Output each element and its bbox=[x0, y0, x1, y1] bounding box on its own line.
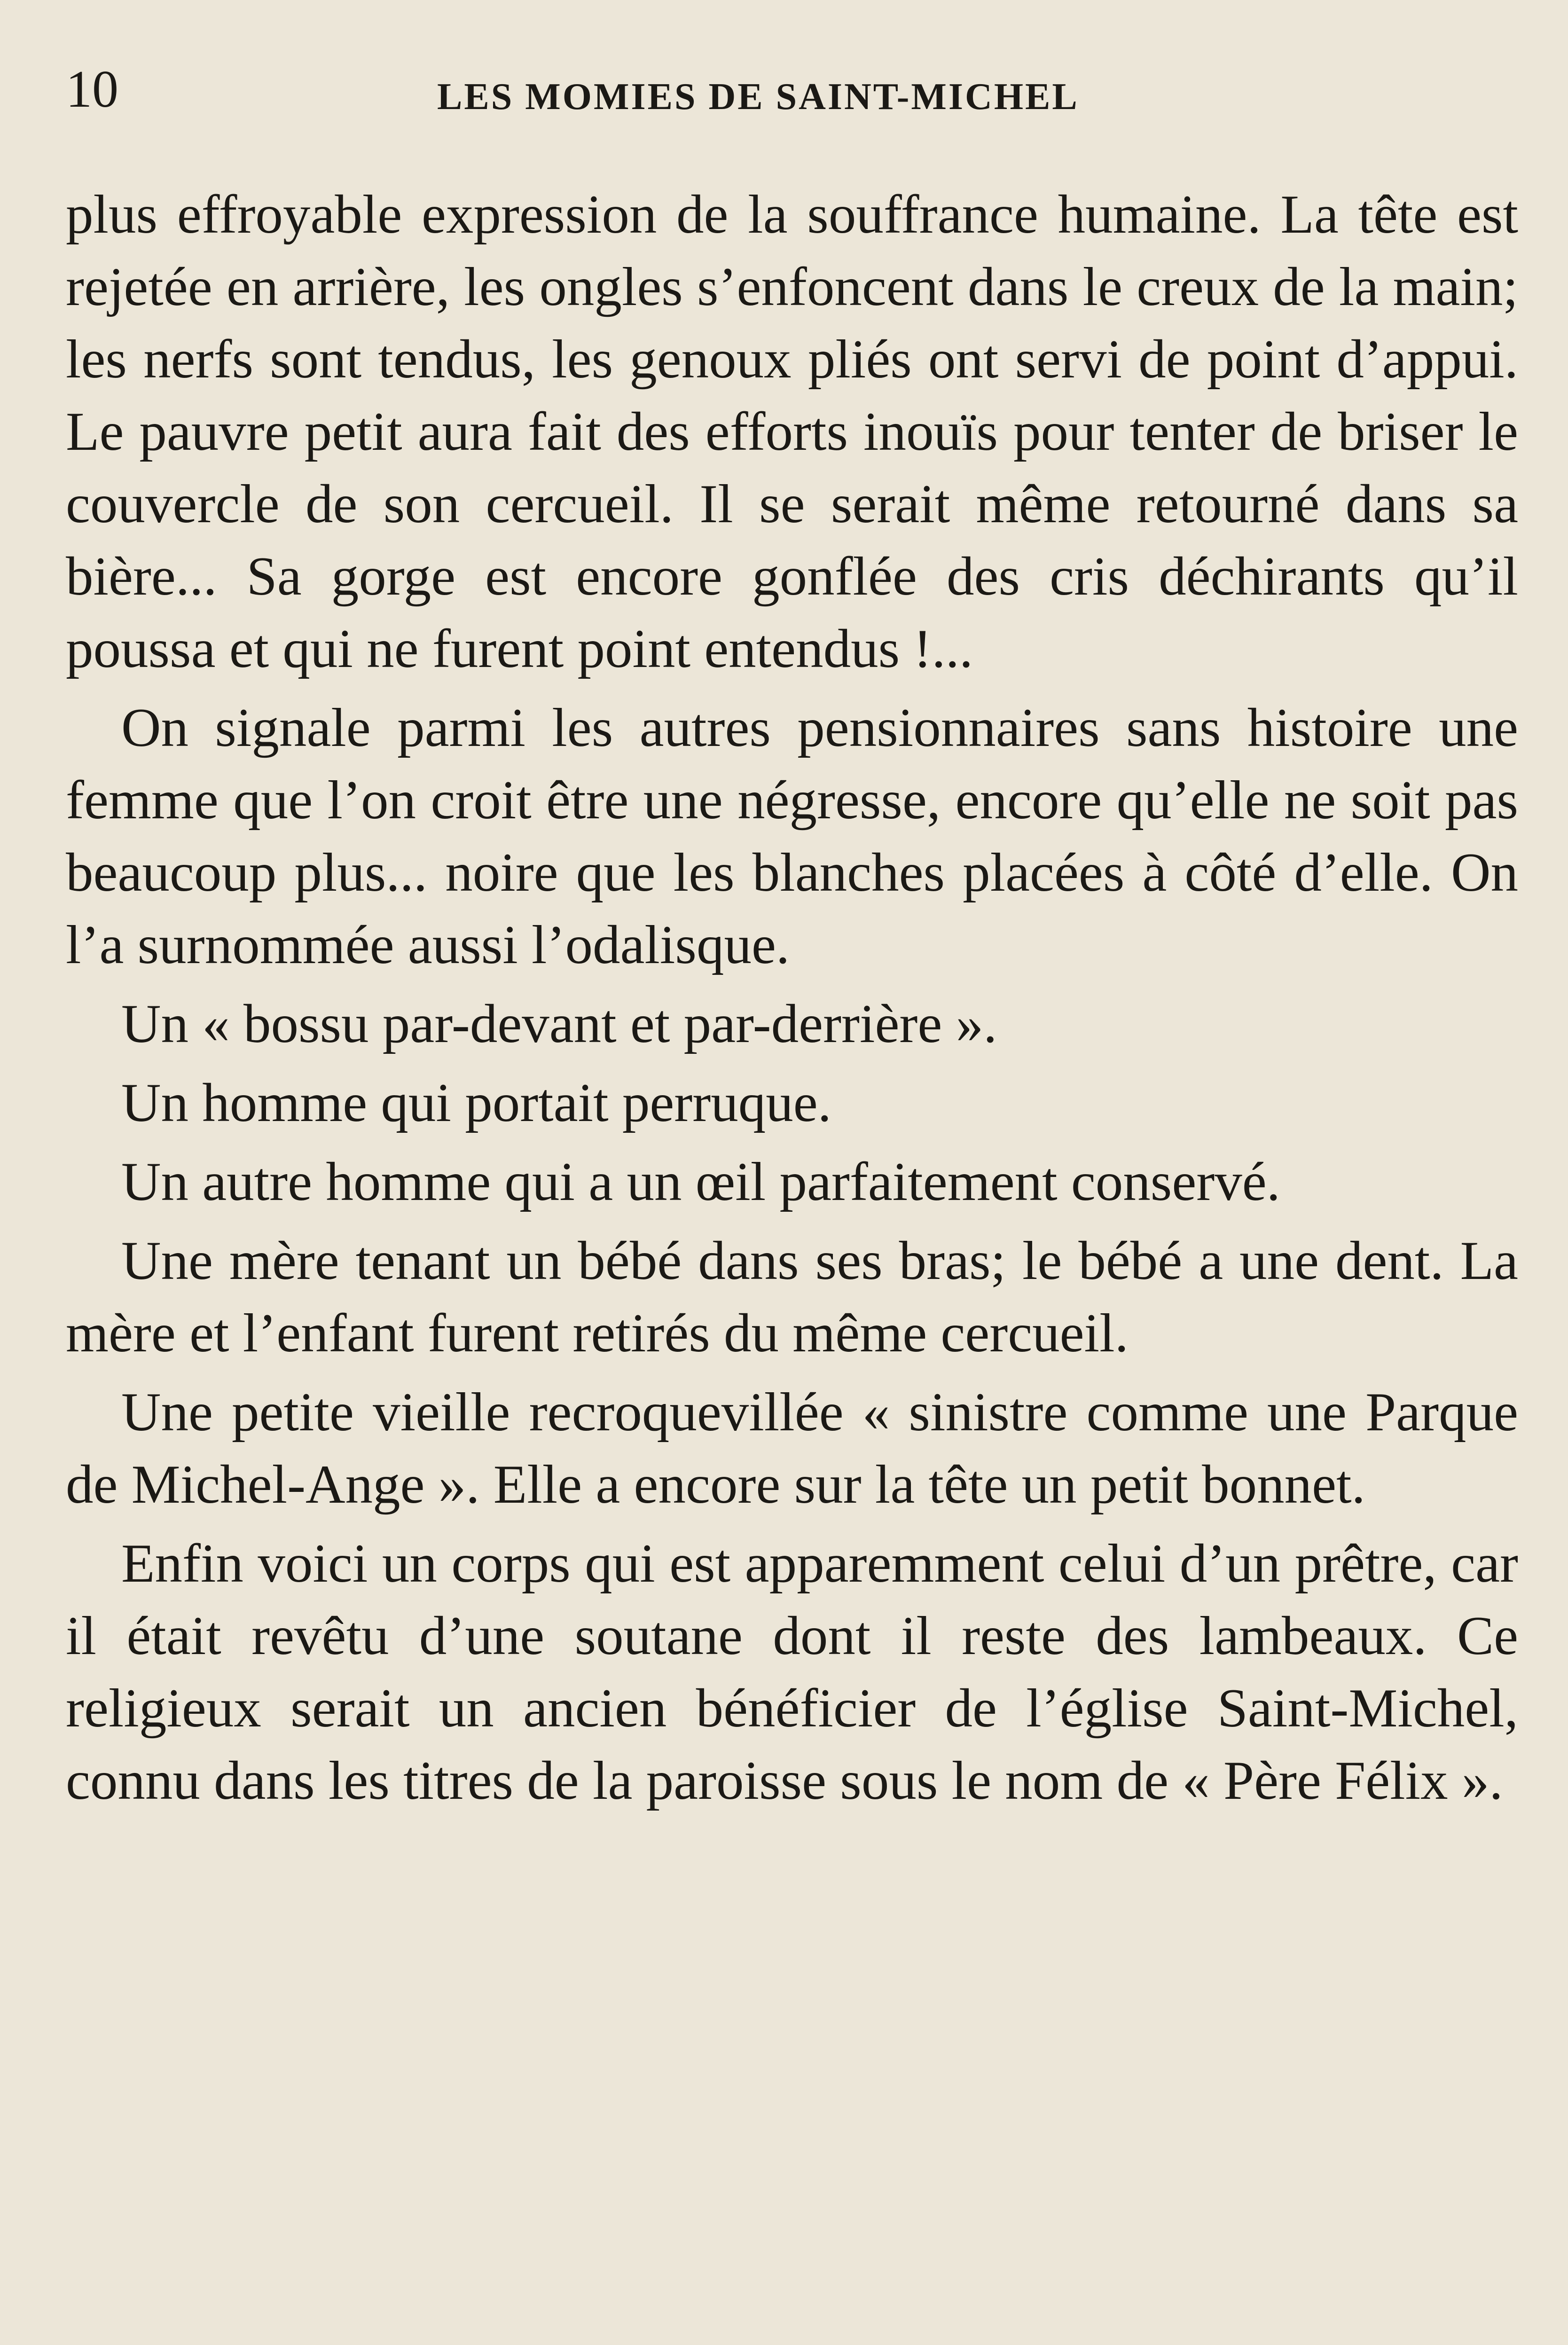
paragraph-continuation: plus effroyable expression de la souffrance humaine. La tête est rejetée en arrière, les ongles s’enfoncent dans le creux de la main; les nerfs sont tendus, les genoux pliés ont servi de point d’appui. Le pauvre petit aura fait des efforts inouïs pour tenter de briser le couvercle de son cercueil. Il se serait même retourné dans sa bière... Sa gorge est encore gonflée des cris déchirants qu’il poussa et qui ne furent point entendus !... bbox=[66, 184, 1518, 679]
paragraph-bossu: Un « bossu par-devant et par-derrière ». bbox=[121, 994, 997, 1054]
paragraph-mere-bebe: Une mère tenant un bébé dans ses bras; le bébé a une dent. La mère et l’enfant furent retirés du même cercueil. bbox=[66, 1231, 1518, 1364]
paragraph-oeil: Un autre homme qui a un œil parfaitement conservé. bbox=[121, 1152, 1280, 1212]
running-title: LES MOMIES DE SAINT-MICHEL bbox=[437, 76, 1079, 118]
body-text bbox=[66, 179, 1518, 1824]
paragraph-pere-felix: Enfin voici un corps qui est apparemment celui d’un prêtre, car il était revêtu d’une soutane dont il reste des lambeaux. Ce religieux serait un ancien bénéficier de l’église Saint-Michel, connu dans les titres de la paroisse sous le nom de « Père Félix ». bbox=[66, 1533, 1518, 1811]
running-head bbox=[66, 56, 1512, 122]
paragraph-petite-vieille: Une petite vieille recroquevillée « sinistre comme une Parque de Michel-Ange ». Elle a encore sur la tête un petit bonnet. bbox=[66, 1382, 1518, 1515]
page-number: 10 bbox=[66, 60, 118, 118]
paragraph-perruque: Un homme qui portait perruque. bbox=[121, 1073, 831, 1133]
paragraph-pensionnaires: On signale parmi les autres pensionnaires sans histoire une femme que l’on croit être une négresse, encore qu’elle ne soit pas beaucoup plus... noire que les blanches placées à côté d’elle. On l’a surnommée aussi l’odalisque. bbox=[66, 698, 1518, 975]
